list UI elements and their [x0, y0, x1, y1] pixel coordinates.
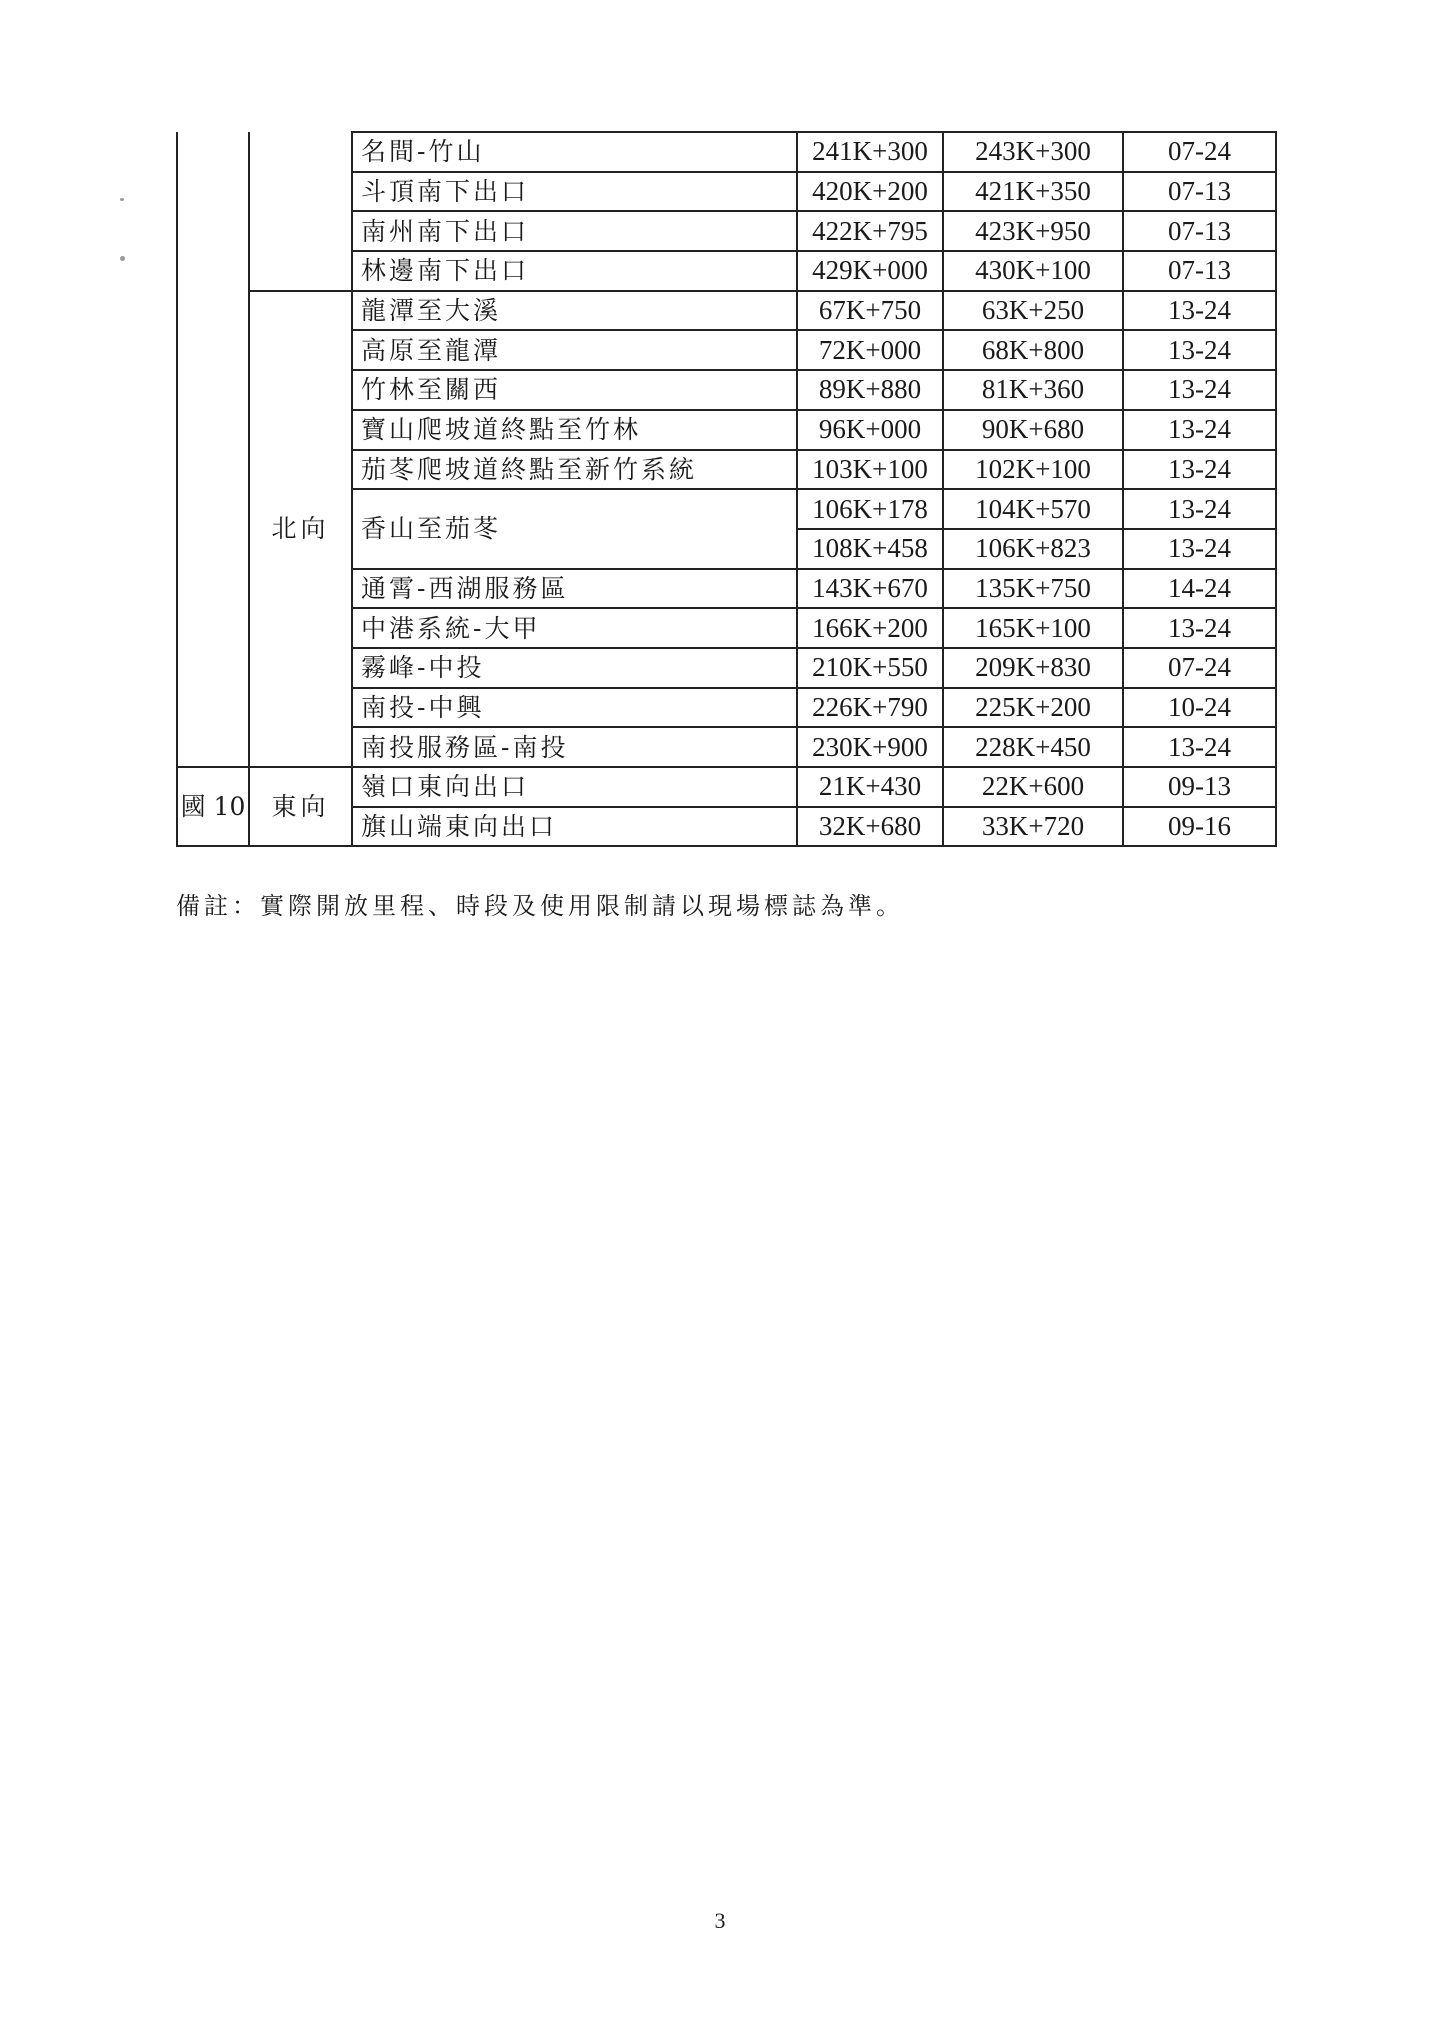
footnote: 備註：實際開放里程、時段及使用限制請以現場標誌為準。	[176, 892, 904, 920]
section-name: 龍潭至大溪	[352, 291, 797, 331]
end-mileage: 228K+450	[943, 727, 1123, 767]
start-mileage: 420K+200	[797, 172, 943, 212]
section-name: 香山至茄苳	[352, 489, 797, 568]
section-name: 竹林至關西	[352, 370, 797, 410]
start-mileage: 32K+680	[797, 807, 943, 847]
highway-cell	[177, 132, 249, 767]
section-name: 林邊南下出口	[352, 251, 797, 291]
end-mileage: 209K+830	[943, 648, 1123, 688]
end-mileage: 165K+100	[943, 608, 1123, 648]
open-hours: 09-13	[1123, 767, 1276, 807]
open-hours: 14-24	[1123, 569, 1276, 609]
start-mileage: 108K+458	[797, 529, 943, 569]
start-mileage: 226K+790	[797, 688, 943, 728]
section-name: 霧峰-中投	[352, 648, 797, 688]
open-hours: 07-13	[1123, 172, 1276, 212]
table-row	[177, 132, 1276, 172]
section-name: 南投服務區-南投	[352, 727, 797, 767]
end-mileage: 225K+200	[943, 688, 1123, 728]
open-hours: 07-24	[1123, 132, 1276, 172]
start-mileage: 72K+000	[797, 330, 943, 370]
end-mileage: 33K+720	[943, 807, 1123, 847]
open-hours: 13-24	[1123, 529, 1276, 569]
section-name: 南投-中興	[352, 688, 797, 728]
end-mileage: 423K+950	[943, 211, 1123, 251]
end-mileage: 90K+680	[943, 410, 1123, 450]
open-hours: 13-24	[1123, 450, 1276, 490]
section-name: 通霄-西湖服務區	[352, 569, 797, 609]
highway-cell: 國 10	[177, 767, 249, 846]
start-mileage: 429K+000	[797, 251, 943, 291]
section-name: 高原至龍潭	[352, 330, 797, 370]
start-mileage: 89K+880	[797, 370, 943, 410]
open-hours: 07-24	[1123, 648, 1276, 688]
direction-cell: 北向	[249, 291, 352, 767]
start-mileage: 422K+795	[797, 211, 943, 251]
end-mileage: 421K+350	[943, 172, 1123, 212]
section-name: 中港系統-大甲	[352, 608, 797, 648]
open-hours: 13-24	[1123, 727, 1276, 767]
start-mileage: 96K+000	[797, 410, 943, 450]
direction-cell	[249, 132, 352, 291]
open-hours: 09-16	[1123, 807, 1276, 847]
end-mileage: 430K+100	[943, 251, 1123, 291]
section-name: 斗頂南下出口	[352, 172, 797, 212]
page-number: 3	[714, 1908, 726, 1933]
section-name: 旗山端東向出口	[352, 807, 797, 847]
open-hours: 10-24	[1123, 688, 1276, 728]
start-mileage: 143K+670	[797, 569, 943, 609]
open-hours: 13-24	[1123, 291, 1276, 331]
section-name: 寶山爬坡道終點至竹林	[352, 410, 797, 450]
scan-speck	[120, 256, 125, 261]
end-mileage: 63K+250	[943, 291, 1123, 331]
open-hours: 13-24	[1123, 330, 1276, 370]
table-row	[177, 767, 1276, 807]
end-mileage: 243K+300	[943, 132, 1123, 172]
open-hours: 13-24	[1123, 410, 1276, 450]
end-mileage: 106K+823	[943, 529, 1123, 569]
open-hours: 07-13	[1123, 211, 1276, 251]
open-hours: 07-13	[1123, 251, 1276, 291]
end-mileage: 68K+800	[943, 330, 1123, 370]
open-hours: 13-24	[1123, 608, 1276, 648]
start-mileage: 67K+750	[797, 291, 943, 331]
start-mileage: 166K+200	[797, 608, 943, 648]
end-mileage: 104K+570	[943, 489, 1123, 529]
start-mileage: 21K+430	[797, 767, 943, 807]
end-mileage: 22K+600	[943, 767, 1123, 807]
end-mileage: 135K+750	[943, 569, 1123, 609]
section-name: 南州南下出口	[352, 211, 797, 251]
section-name: 茄苳爬坡道終點至新竹系統	[352, 450, 797, 490]
open-hours: 13-24	[1123, 370, 1276, 410]
end-mileage: 81K+360	[943, 370, 1123, 410]
start-mileage: 103K+100	[797, 450, 943, 490]
shoulder-lane-table	[176, 131, 1277, 847]
start-mileage: 106K+178	[797, 489, 943, 529]
direction-cell: 東向	[249, 767, 352, 846]
start-mileage: 210K+550	[797, 648, 943, 688]
open-hours: 13-24	[1123, 489, 1276, 529]
table-row	[177, 291, 1276, 331]
end-mileage: 102K+100	[943, 450, 1123, 490]
start-mileage: 241K+300	[797, 132, 943, 172]
section-name: 嶺口東向出口	[352, 767, 797, 807]
start-mileage: 230K+900	[797, 727, 943, 767]
scan-speck	[120, 198, 124, 201]
section-name: 名間-竹山	[352, 132, 797, 172]
